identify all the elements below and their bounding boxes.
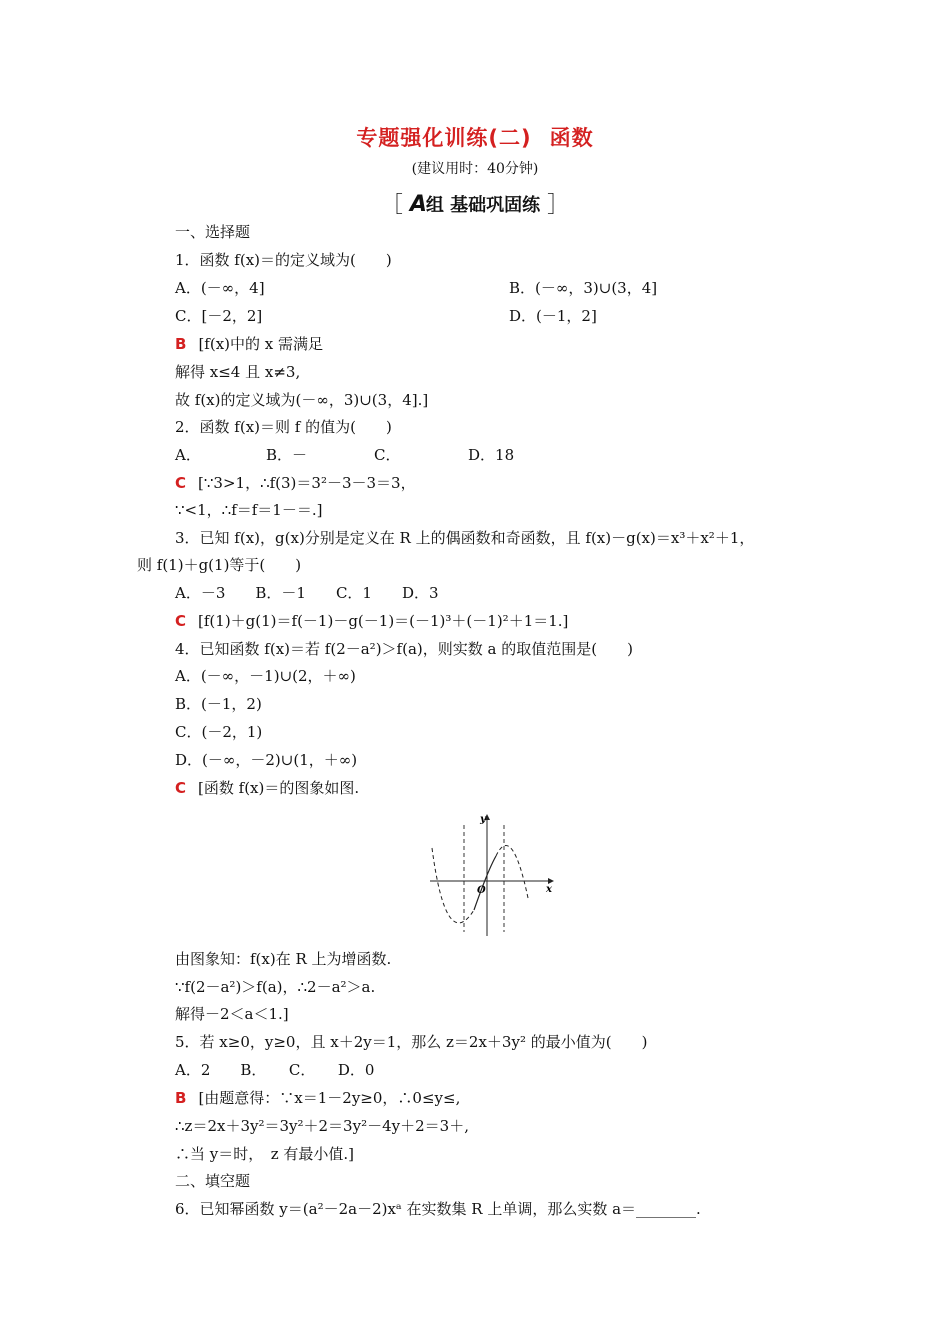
q4-option-c: C．(－2，1) bbox=[175, 723, 263, 741]
q1-solution bbox=[175, 334, 323, 354]
section-heading-fill: 二、填空题 bbox=[175, 1172, 251, 1190]
time-note: (建议用时：40分钟) bbox=[411, 161, 539, 177]
q3-solution bbox=[175, 611, 568, 631]
q1-option-b: B．(－∞，3)∪(3，4] bbox=[509, 279, 658, 297]
q3-options: A．－3 B．－1 C．1 D．3 bbox=[175, 584, 439, 602]
q2-solution bbox=[175, 473, 416, 493]
q1-option-d: D．(－1，2] bbox=[509, 307, 597, 325]
question-1: 1．函数 f(x)＝的定义域为( ) bbox=[175, 251, 392, 269]
q4-option-a: A．(－∞，－1)∪(2，＋∞) bbox=[175, 667, 356, 685]
q2-solution-line: ∵<1，∴f＝f＝1－＝.] bbox=[175, 501, 323, 519]
q4-solution-line: 由图象知：f(x)在 R 上为增函数. bbox=[175, 950, 392, 968]
y-axis-label: y bbox=[480, 814, 486, 825]
curve-right-dashed bbox=[496, 845, 528, 898]
origin-label: O bbox=[477, 885, 486, 896]
q2-option-b: B．－ bbox=[266, 446, 308, 464]
solution-text: [函数 f(x)＝的图象如图. bbox=[198, 779, 360, 797]
answer-badge: B bbox=[175, 1089, 187, 1107]
q2-option-c: C． bbox=[374, 446, 401, 464]
solution-text: [f(1)＋g(1)＝f(－1)－g(－1)＝(－1)³＋(－1)²＋1＝1.] bbox=[198, 612, 569, 630]
question-5: 5．若 x≥0，y≥0，且 x＋2y＝1，那么 z＝2x＋3y² 的最小值为( ) bbox=[175, 1033, 648, 1051]
q1-option-a: A．(－∞，4] bbox=[175, 279, 265, 297]
q5-solution-line: ∴z＝2x＋3y²＝3y²＋2＝3y²－4y＋2＝3＋, bbox=[175, 1117, 469, 1135]
answer-badge: B bbox=[175, 335, 187, 353]
section-heading-choice: 一、选择题 bbox=[175, 223, 251, 241]
title-sub: 函数 bbox=[549, 126, 594, 150]
q4-option-d: D．(－∞，－2)∪(1，＋∞) bbox=[175, 751, 358, 769]
solution-text: [∵3>1，∴f(3)＝3²－3－3＝3， bbox=[198, 474, 416, 492]
q1-solution-line: 解得 x≤4 且 x≠3, bbox=[175, 363, 301, 381]
group-label: 组 基础巩固练 bbox=[425, 195, 541, 216]
group-letter: A bbox=[409, 192, 426, 217]
curve-left-dashed bbox=[432, 848, 474, 923]
q1-solution-line: 故 f(x)的定义域为(－∞，3)∪(3，4].] bbox=[175, 391, 429, 409]
function-graph-figure bbox=[428, 810, 556, 938]
q4-solution-line: 解得－2＜a＜1.] bbox=[175, 1005, 289, 1023]
q2-option-a: A． bbox=[175, 446, 201, 464]
answer-badge: C bbox=[175, 612, 187, 630]
q4-solution bbox=[175, 778, 359, 798]
question-6: 6．已知幂函数 y＝(a²－2a－2)xᵃ 在实数集 R 上单调，那么实数 a＝________. bbox=[175, 1200, 701, 1218]
question-4: 4．已知函数 f(x)＝若 f(2－a²)＞f(a)，则实数 a 的取值范围是( ) bbox=[175, 640, 633, 658]
q1-option-c: C．[－2，2] bbox=[175, 307, 263, 325]
q2-option-d: D．18 bbox=[468, 446, 515, 464]
curve-solid-middle bbox=[474, 856, 496, 910]
answer-badge: C bbox=[175, 779, 187, 797]
x-axis-label: x bbox=[546, 884, 552, 895]
answer-badge: C bbox=[175, 474, 187, 492]
title-main: 专题强化训练(二) bbox=[356, 126, 532, 150]
q5-solution bbox=[175, 1088, 460, 1108]
group-header: ［ A组 基础巩固练 ］ bbox=[380, 192, 570, 218]
question-2: 2．函数 f(x)＝则 f 的值为( ) bbox=[175, 418, 392, 436]
q4-option-b: B．(－1，2) bbox=[175, 695, 262, 713]
q5-solution-line: ∴当 y＝时， z 有最小值.] bbox=[175, 1145, 355, 1163]
question-3: 3．已知 f(x)，g(x)分别是定义在 R 上的偶函数和奇函数，且 f(x)－g(x)＝x³＋x²＋1， bbox=[175, 529, 755, 547]
solution-text: [由题意得：∵x＝1－2y≥0，∴0≤y≤, bbox=[198, 1089, 461, 1107]
q5-options: A．2 B． C． D．0 bbox=[175, 1061, 375, 1079]
question-3-cont: 则 f(1)＋g(1)等于( ) bbox=[137, 556, 302, 574]
page-title bbox=[0, 122, 950, 152]
solution-text: [f(x)中的 x 需满足 bbox=[198, 335, 324, 353]
q4-solution-line: ∵f(2－a²)＞f(a)，∴2－a²＞a. bbox=[175, 978, 376, 996]
